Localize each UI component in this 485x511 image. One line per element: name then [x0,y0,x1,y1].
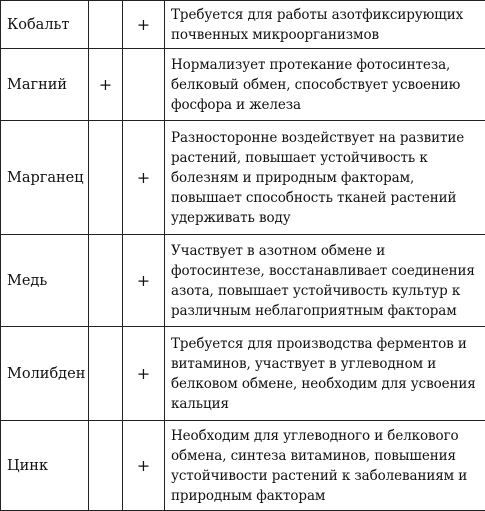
mark-cell-1 [89,121,123,235]
element-description: Разносторонне воздействует на развитие растений, повышает устойчивость к болезням и природным факторам, повышает способность тканей растений удерживать воду [165,121,485,235]
table-row [1,327,485,421]
element-description: Необходим для углеводного и белкового обмена, синтеза витаминов, повышения устойчивости растений к заболеваниям и природным факторам [165,421,485,511]
mark-cell-2: + [123,421,165,511]
mark-cell-1 [89,327,123,421]
mark-cell-2: + [123,121,165,235]
mark-cell-1 [89,235,123,327]
mark-cell-1 [89,421,123,511]
element-description: Требуется для производства ферментов и витаминов, участвует в углеводном и белковом обмене, необходим для усвоения кальция [165,327,485,421]
mark-cell-2: + [123,235,165,327]
element-description: Нормализует протекание фотосинтеза, белковый обмен, способствует усвоению фосфора и железа [165,49,485,121]
mark-cell-1 [89,1,123,49]
element-name: Медь [1,235,89,327]
table-row [1,1,485,49]
table-row [1,49,485,121]
mark-cell-2: + [123,1,165,49]
element-description: Требуется для работы азотфиксирующих почвенных микроорганизмов [165,1,485,49]
element-description: Участвует в азотном обмене и фотосинтезе, восстанавливает соединения азота, повышает устойчивость культур к различным неблагоприятным факторам [165,235,485,327]
mark-cell-2 [123,49,165,121]
element-name: Марганец [1,121,89,235]
table-row [1,421,485,511]
element-name: Молибден [1,327,89,421]
element-name: Цинк [1,421,89,511]
element-name: Кобальт [1,1,89,49]
table-row [1,121,485,235]
mark-cell-1: + [89,49,123,121]
mark-cell-2: + [123,327,165,421]
element-name: Магний [1,49,89,121]
table-row [1,235,485,327]
